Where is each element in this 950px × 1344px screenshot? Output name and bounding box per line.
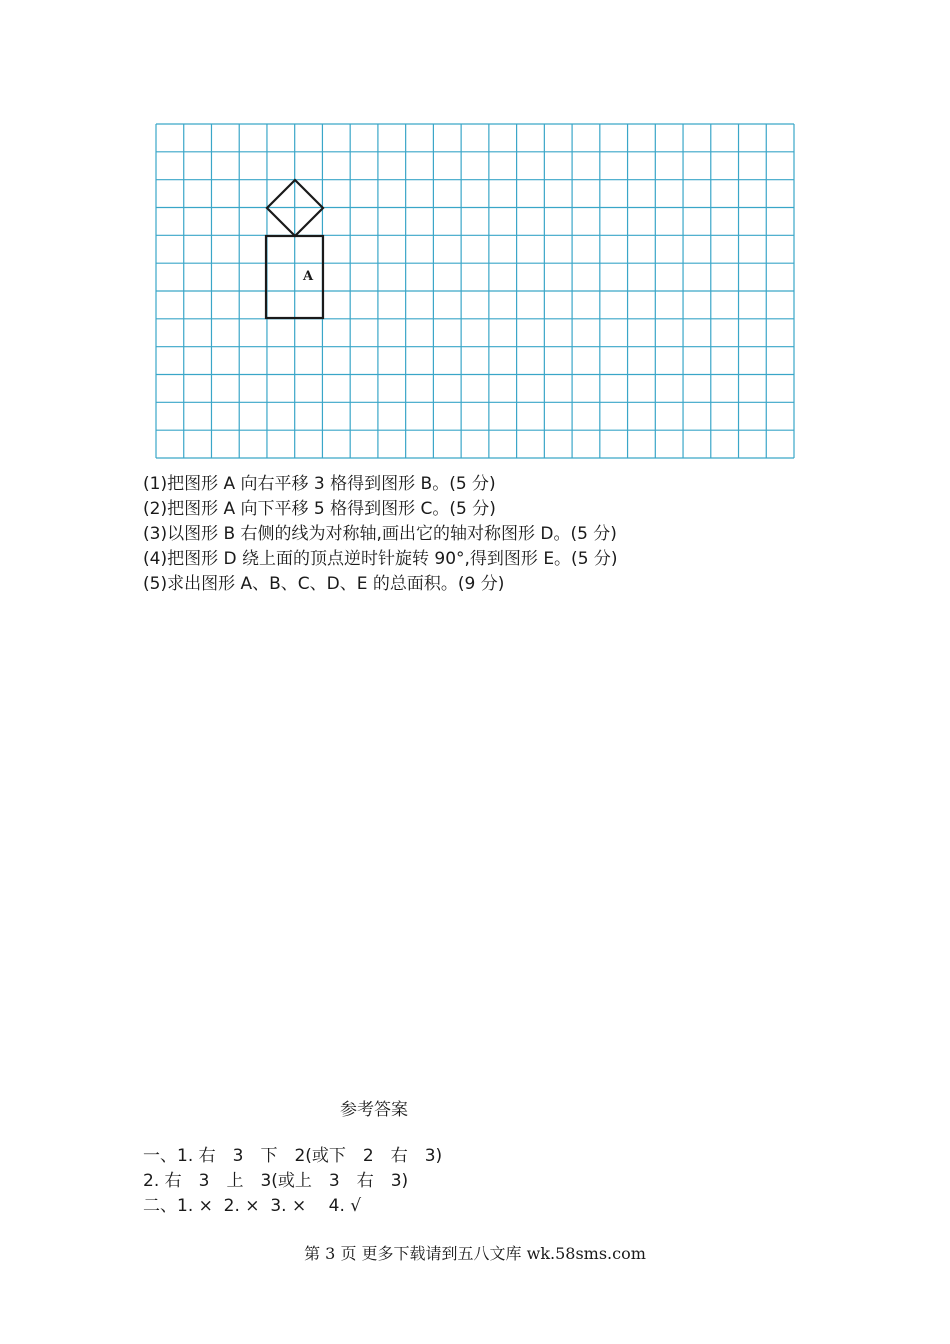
answer-line-1: 一、1. 右 3 下 2(或下 2 右 3) <box>143 1146 443 1166</box>
question-3: (3)以图形 B 右侧的线为对称轴,画出它的轴对称图形 D。(5 分) <box>143 524 617 544</box>
grid-figure <box>155 123 795 459</box>
grid-lines <box>156 124 794 458</box>
page-footer: 第 3 页 更多下载请到五八文库 wk.58sms.com <box>304 1244 646 1263</box>
question-1: (1)把图形 A 向右平移 3 格得到图形 B。(5 分) <box>143 474 496 494</box>
question-5: (5)求出图形 A、B、C、D、E 的总面积。(9 分) <box>143 574 505 594</box>
answer-line-2: 2. 右 3 上 3(或上 3 右 3) <box>143 1171 409 1191</box>
question-4: (4)把图形 D 绕上面的顶点逆时针旋转 90°,得到图形 E。(5 分) <box>143 549 618 569</box>
shape-label-a: A <box>302 269 314 284</box>
question-2: (2)把图形 A 向下平移 5 格得到图形 C。(5 分) <box>143 499 496 519</box>
answer-title: 参考答案 <box>340 1100 408 1120</box>
answer-line-3: 二、1. × 2. × 3. × 4. √ <box>143 1196 362 1216</box>
